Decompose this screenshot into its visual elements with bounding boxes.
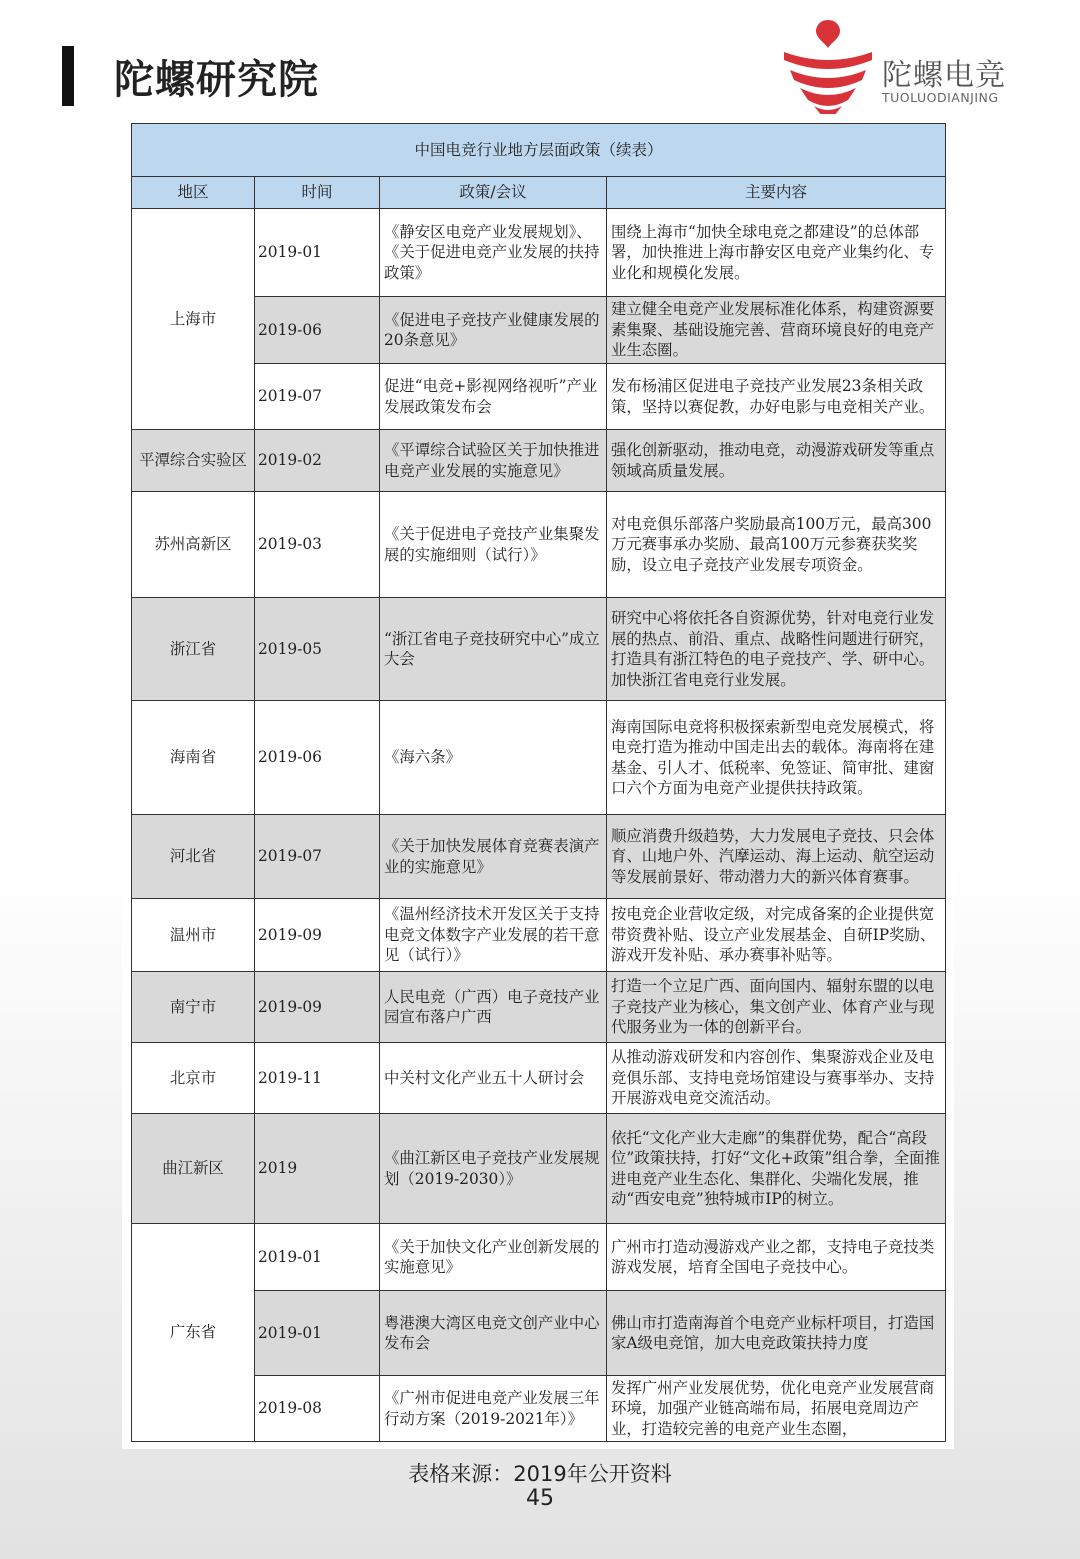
time-cell: 2019 [255, 1114, 380, 1224]
time-cell: 2019-03 [255, 492, 380, 598]
column-header-content: 主要内容 [607, 177, 946, 209]
content-cell: 海南国际电竞将积极探索新型电竞发展模式，将电竞打造为推动中国走出去的载体。海南将在建基金、引人才、低税率、免签证、简审批、建窗口六个方面为电竞产业提供扶持政策。 [607, 701, 946, 815]
table-row [132, 209, 946, 297]
table-caption: 中国电竞行业地方层面政策（续表） [132, 124, 946, 177]
table-row [132, 701, 946, 815]
time-cell: 2019-01 [255, 1224, 380, 1291]
logo-text-en: TUOLUODIANJING [882, 90, 999, 105]
region-cell: 浙江省 [132, 598, 255, 701]
policy-cell: 《温州经济技术开发区关于支持电竞文体数字产业发展的若干意见（试行）》 [380, 899, 607, 972]
title-accent-bar [62, 46, 74, 106]
policy-cell: “浙江省电子竞技研究中心”成立大会 [380, 598, 607, 701]
policy-table [131, 123, 946, 1442]
logo-mark-icon [778, 16, 878, 126]
region-cell: 广东省 [132, 1224, 255, 1442]
content-cell: 发布杨浦区促进电子竞技产业发展23条相关政策，坚持以赛促教，办好电影与电竞相关产业。 [607, 364, 946, 430]
logo-text-cn: 陀螺电竞 [882, 58, 1006, 93]
region-cell: 平潭综合实验区 [132, 430, 255, 492]
table-row [132, 1376, 946, 1442]
region-cell: 南宁市 [132, 972, 255, 1043]
time-cell: 2019-07 [255, 364, 380, 430]
content-cell: 围绕上海市“加快全球电竞之都建设”的总体部署，加快推进上海市静安区电竞产业集约化、专业化和规模化发展。 [607, 209, 946, 297]
page-number: 45 [526, 1486, 554, 1511]
content-cell: 从推动游戏研发和内容创作、集聚游戏企业及电竞俱乐部、支持电竞场馆建设与赛事举办、支持开展游戏电竞交流活动。 [607, 1043, 946, 1114]
time-cell: 2019-01 [255, 209, 380, 297]
table-row [132, 364, 946, 430]
content-cell: 对电竞俱乐部落户奖励最高100万元，最高300万元赛事承办奖励、最高100万元参赛获奖奖励，设立电子竞技产业发展专项资金。 [607, 492, 946, 598]
time-cell: 2019-05 [255, 598, 380, 701]
policy-cell: 《曲江新区电子竞技产业发展规划（2019-2030）》 [380, 1114, 607, 1224]
column-header-time: 时间 [255, 177, 380, 209]
policy-cell: 中关村文化产业五十人研讨会 [380, 1043, 607, 1114]
table-row [132, 1291, 946, 1376]
table-row [132, 815, 946, 899]
policy-cell: 《海六条》 [380, 701, 607, 815]
time-cell: 2019-09 [255, 972, 380, 1043]
table-row [132, 430, 946, 492]
time-cell: 2019-08 [255, 1376, 380, 1442]
time-cell: 2019-06 [255, 297, 380, 364]
policy-cell: 《平谭综合试验区关于加快推进电竞产业发展的实施意见》 [380, 430, 607, 492]
time-cell: 2019-06 [255, 701, 380, 815]
content-cell: 广州市打造动漫游戏产业之都，支持电子竞技类游戏发展，培育全国电子竞技中心。 [607, 1224, 946, 1291]
region-cell: 海南省 [132, 701, 255, 815]
table-row [132, 1224, 946, 1291]
content-cell: 按电竞企业营收定级，对完成备案的企业提供宽带资费补贴、设立产业发展基金、自研IP奖励、游戏开发补贴、承办赛事补贴等。 [607, 899, 946, 972]
time-cell: 2019-11 [255, 1043, 380, 1114]
policy-cell: 促进“电竞+影视网络视听”产业发展政策发布会 [380, 364, 607, 430]
table-row [132, 492, 946, 598]
column-header-region: 地区 [132, 177, 255, 209]
region-cell: 苏州高新区 [132, 492, 255, 598]
content-cell: 发挥广州产业发展优势，优化电竞产业发展营商环境，加强产业链高端布局，拓展电竞周边产业，打造较完善的电竞产业生态圈， [607, 1376, 946, 1442]
time-cell: 2019-02 [255, 430, 380, 492]
table-caption-row [132, 124, 946, 177]
table-source-note: 表格来源：2019年公开资料 [408, 1462, 672, 1486]
content-cell: 强化创新驱动，推动电竞，动漫游戏研发等重点领域高质量发展。 [607, 430, 946, 492]
time-cell: 2019-01 [255, 1291, 380, 1376]
table-row [132, 972, 946, 1043]
table-row [132, 899, 946, 972]
region-cell: 曲江新区 [132, 1114, 255, 1224]
content-cell: 佛山市打造南海首个电竞产业标杆项目，打造国家A级电竞馆，加大电竞政策扶持力度 [607, 1291, 946, 1376]
content-cell: 依托“文化产业大走廊”的集群优势，配合“高段位”政策扶持，打好“文化+政策”组合拳，全面推进电竞产业生态化、集群化、尖端化发展，推动“西安电竞”独特城市IP的树立。 [607, 1114, 946, 1224]
region-cell: 北京市 [132, 1043, 255, 1114]
table-header-row [132, 177, 946, 209]
policy-cell: 《关于促进电子竞技产业集聚发展的实施细则（试行）》 [380, 492, 607, 598]
region-cell: 温州市 [132, 899, 255, 972]
region-cell: 上海市 [132, 209, 255, 430]
column-header-policy: 政策/会议 [380, 177, 607, 209]
content-cell: 打造一个立足广西、面向国内、辐射东盟的以电子竞技产业为核心，集文创产业、体育产业与现代服务业为一体的创新平台。 [607, 972, 946, 1043]
policy-cell: 《促进电子竞技产业健康发展的20条意见》 [380, 297, 607, 364]
brand-logo [778, 16, 1018, 126]
policy-cell: 人民电竞（广西）电子竞技产业园宣布落户广西 [380, 972, 607, 1043]
time-cell: 2019-07 [255, 815, 380, 899]
page-title: 陀螺研究院 [114, 57, 319, 103]
table-row [132, 1114, 946, 1224]
policy-cell: 《静安区电竞产业发展规划》、《关于促进电竞产业发展的扶持政策》 [380, 209, 607, 297]
policy-cell: 《关于加快文化产业创新发展的实施意见》 [380, 1224, 607, 1291]
content-cell: 研究中心将依托各自资源优势，针对电竞行业发展的热点、前沿、重点、战略性问题进行研究，打造具有浙江特色的电子竞技产、学、研中心。加快浙江省电竞行业发展。 [607, 598, 946, 701]
policy-table-panel [122, 114, 954, 1449]
region-cell: 河北省 [132, 815, 255, 899]
policy-cell: 《广州市促进电竞产业发展三年行动方案（2019-2021年）》 [380, 1376, 607, 1442]
table-row [132, 1043, 946, 1114]
policy-cell: 《关于加快发展体育竞赛表演产业的实施意见》 [380, 815, 607, 899]
table-row [132, 598, 946, 701]
policy-cell: 粤港澳大湾区电竞文创产业中心发布会 [380, 1291, 607, 1376]
content-cell: 建立健全电竞产业发展标准化体系，构建资源要素集聚、基础设施完善、营商环境良好的电竞产业生态圈。 [607, 297, 946, 364]
time-cell: 2019-09 [255, 899, 380, 972]
content-cell: 顺应消费升级趋势，大力发展电子竞技、只会体育、山地户外、汽摩运动、海上运动、航空运动等发展前景好、带动潜力大的新兴体育赛事。 [607, 815, 946, 899]
table-row [132, 297, 946, 364]
